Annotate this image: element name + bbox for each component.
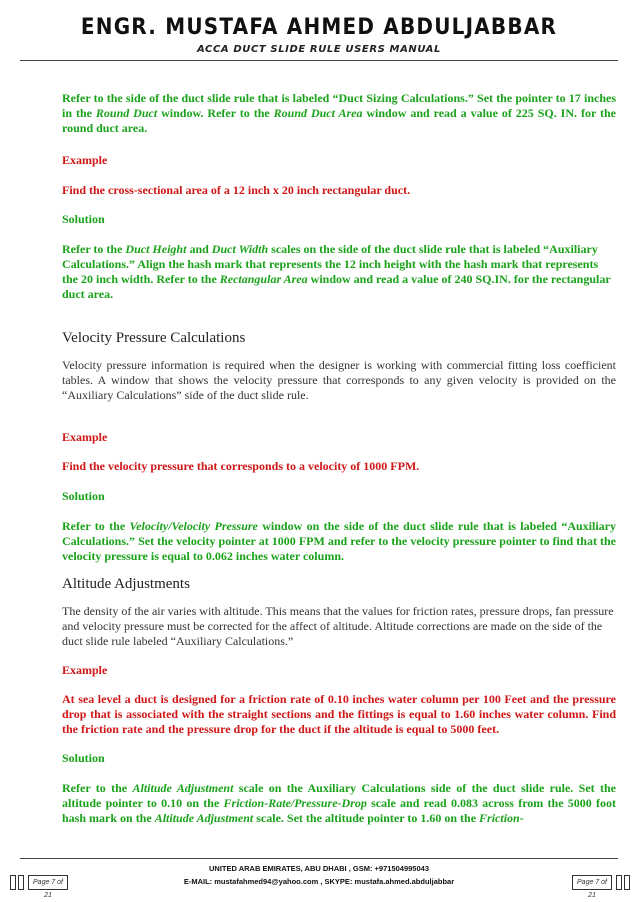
paragraph-round-duct: Refer to the side of the duct slide rule that is labeled “Duct Sizing Calculations.” Set the pointer to 17 inches in the Round Duct window. Refer to the Round Duct Area window and read a value of 225 SQ. IN. for the round duct area. (62, 91, 616, 135)
example-label: Example (62, 153, 108, 167)
header-subtitle: ACCA DUCT SLIDE RULE USERS MANUAL (197, 44, 441, 55)
footer-contact: UNITED ARAB EMIRATES, ABU DHABI , GSM: +971504995043 (209, 864, 429, 873)
page-decoration-icon (10, 875, 16, 890)
header-title: ENGR. MUSTAFA AHMED ABDULJABBAR (80, 12, 558, 40)
solution-label: Solution (62, 751, 105, 765)
solution-text: Refer to the Duct Height and Duct Width scales on the side of the duct slide rule that is labeled “Auxiliary Calculations.” Align the hash mark that represents the 12 inch height with the hash mark that represents the 20 inch width. Refer to the Rectangular Area window and read a value of 240 SQ.IN. for the rectangular duct area. (62, 242, 611, 301)
example-text: At sea level a duct is designed for a friction rate of 0.10 inches water column per 100 Feet and the pressure drop that is associated with the straight sections and the fittings is equal to 1.60 inches water column. Find the friction rate and the pressure drop for the duct if the altitude is equal to 5000 feet. (62, 692, 616, 736)
paragraph-velocity: Velocity pressure information is required when the designer is working with commercial fitting loss coefficient tables. A window that shows the velocity pressure that corresponds to any given velocity is provided on the “Auxiliary Calculations” side of the duct slide rule. (62, 358, 616, 402)
example-text: Find the velocity pressure that corresponds to a velocity of 1000 FPM. (62, 459, 420, 473)
footer-divider (20, 858, 618, 859)
example-label: Example (62, 663, 108, 677)
solution-text: Refer to the Altitude Adjustment scale on the Auxiliary Calculations side of the duct slide rule. Set the altitude pointer to 0.10 on the Friction-Rate/Pressure-Drop scale and read 0.083 across from the 5000 foot hash mark on the Altitude Adjustment scale. Set the altitude pointer to 1.60 on the Friction- (62, 781, 617, 825)
page-number-left: Page 7 of 21 (28, 875, 68, 890)
section-heading-velocity: Velocity Pressure Calculations (62, 330, 246, 346)
solution-text: Refer to the Velocity/Velocity Pressure window on the side of the duct slide rule that is labeled “Auxiliary Calculations.” Set the velocity pointer at 1000 FPM and refer to the velocity pressure pointer to find that the velocity pressure is equal to 0.062 inches water column. (62, 519, 617, 563)
footer-email: E-MAIL: mustafahmed94@yahoo.com , SKYPE: mustafa.ahmed.abduljabbar (183, 877, 455, 886)
page-content (62, 91, 616, 826)
section-heading-altitude: Altitude Adjustments (62, 576, 190, 592)
solution-label: Solution (62, 212, 105, 226)
example-text: Find the cross-sectional area of a 12 inch x 20 inch rectangular duct. (62, 183, 411, 197)
paragraph-altitude: The density of the air varies with altitude. This means that the values for friction rates, pressure drops, fan pressure and velocity pressure must be corrected for the affect of altitude. Altitude corrections are made on the side of the duct slide rule labeled “Auxiliary Calculations.” (62, 604, 614, 648)
example-label: Example (62, 430, 108, 444)
solution-label: Solution (62, 489, 105, 503)
page-decoration-icon (616, 875, 622, 890)
page-decoration-icon (624, 875, 630, 890)
header-divider (20, 60, 618, 61)
page-number-right: Page 7 of 21 (572, 875, 612, 890)
page-decoration-icon (18, 875, 24, 890)
